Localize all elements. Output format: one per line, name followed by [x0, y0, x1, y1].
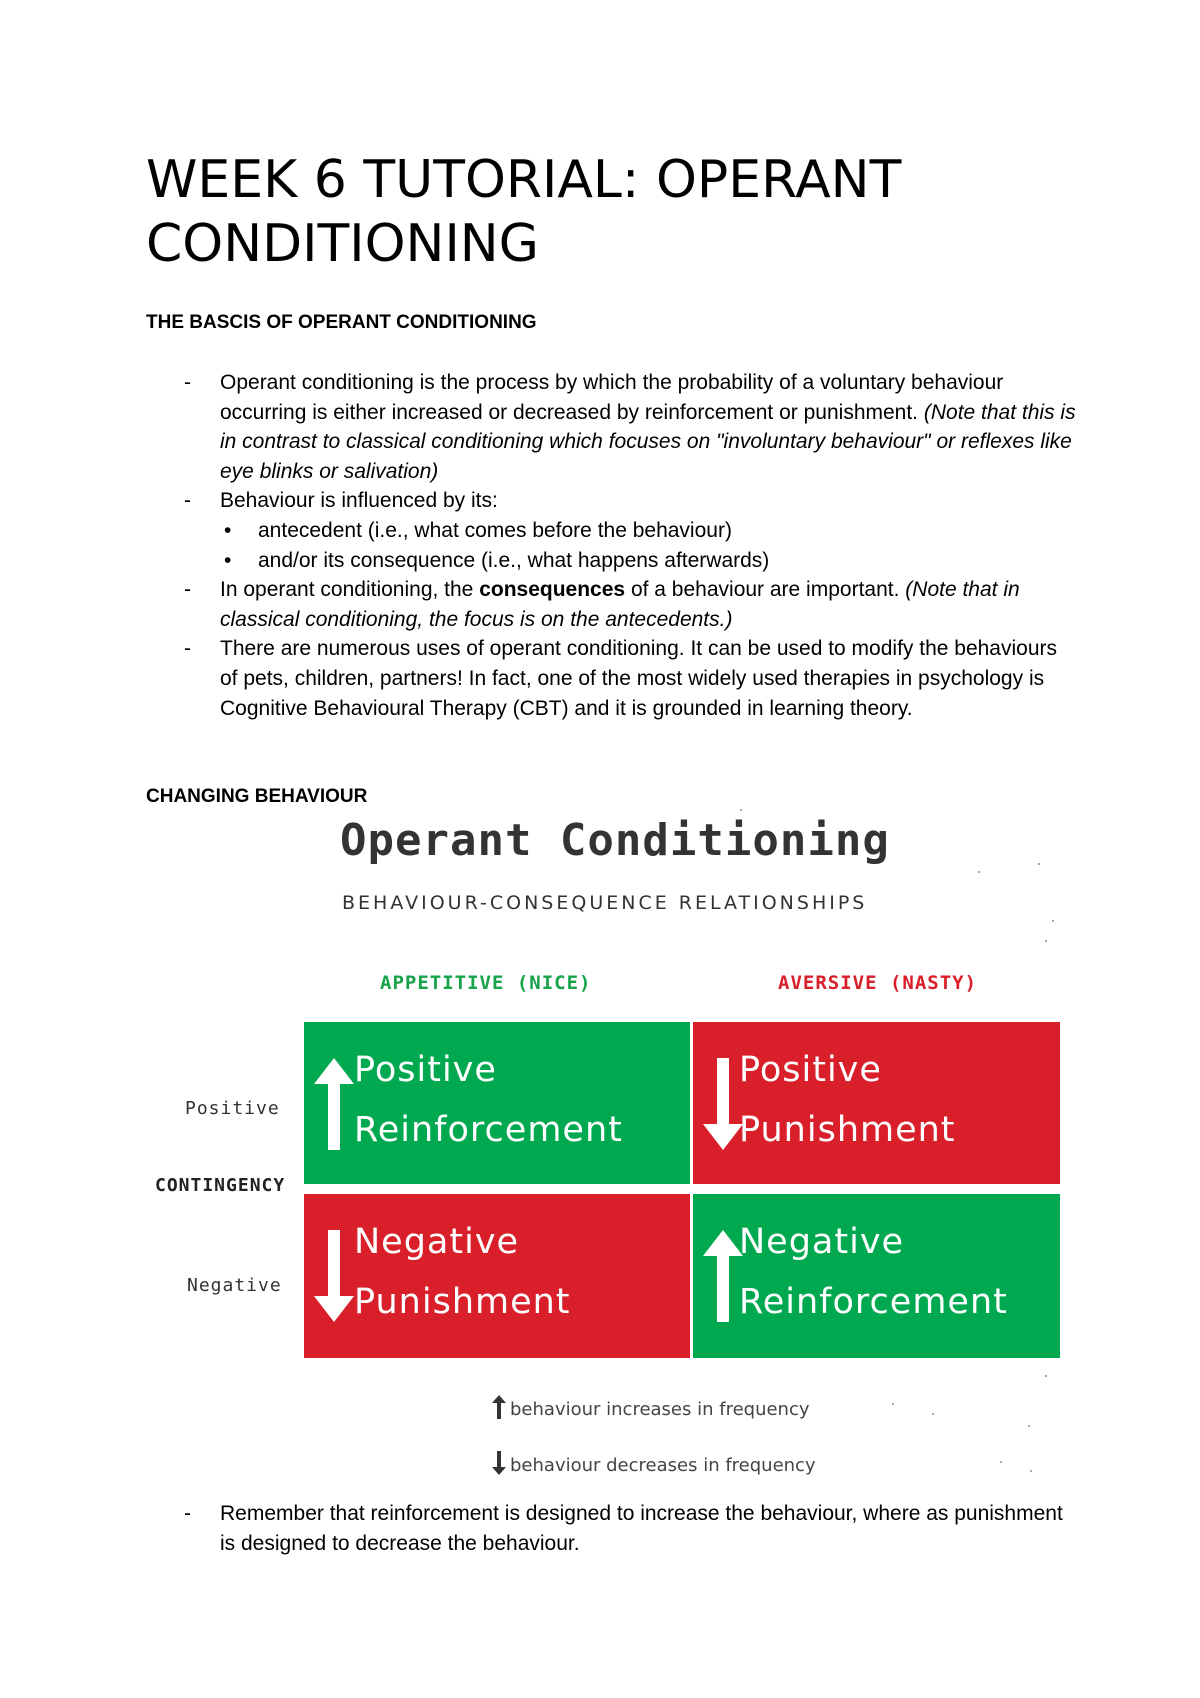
sub-list-item: • antecedent (i.e., what comes before the behaviour)	[220, 516, 1076, 546]
cell-label	[354, 1212, 571, 1332]
decorative-speck	[1052, 920, 1054, 922]
cell-label-line: Reinforcement	[354, 1110, 623, 1150]
sub-bullet-list	[220, 516, 1076, 575]
list-item	[146, 368, 1076, 486]
bullet-text: Operant conditioning is the process by which the probability of a voluntary behaviour occurring is either increased or decreased by reinforcement or punishment.	[220, 371, 1004, 424]
decorative-speck	[1030, 1470, 1032, 1472]
cell-label-line: Punishment	[354, 1282, 571, 1322]
decorative-speck	[1045, 940, 1047, 942]
operant-conditioning-diagram	[140, 815, 1080, 1480]
cell-negative-punishment	[304, 1194, 690, 1358]
column-header-appetitive: APPETITIVE (NICE)	[380, 972, 592, 994]
decorative-speck	[1038, 863, 1040, 865]
list-item	[146, 634, 1076, 723]
cell-label-line: Positive	[354, 1050, 497, 1090]
cell-label-line: Negative	[739, 1222, 905, 1262]
cell-label	[354, 1040, 623, 1160]
list-item	[146, 1499, 1076, 1558]
cell-label	[739, 1212, 1008, 1332]
bullet-text: Remember that reinforcement is designed to increase the behaviour, where as punishment is designed to decrease the behaviour.	[220, 1502, 1063, 1555]
arrow-up-icon	[492, 1395, 506, 1419]
decorative-speck	[1000, 1461, 1002, 1463]
decorative-speck	[932, 1413, 934, 1415]
list-item	[146, 486, 1076, 575]
column-header-aversive: AVERSIVE (NASTY)	[778, 972, 978, 994]
legend-text: behaviour increases in frequency	[510, 1399, 810, 1420]
sub-list-item: • and/or its consequence (i.e., what happens afterwards)	[220, 546, 1076, 576]
basics-bullet-list	[146, 368, 1076, 723]
cell-label-line: Punishment	[739, 1110, 956, 1150]
decorative-speck	[892, 1403, 894, 1405]
emphasis-text: consequences	[479, 578, 626, 602]
decorative-speck	[1028, 1425, 1030, 1427]
arrow-up-icon	[703, 1230, 743, 1322]
cell-label	[739, 1040, 956, 1160]
list-item	[146, 575, 1076, 634]
changing-behaviour-bullet-list	[146, 1499, 1076, 1558]
arrow-down-icon	[703, 1058, 743, 1150]
diagram-title: Operant Conditioning	[340, 815, 890, 866]
decorative-speck	[1045, 1375, 1047, 1377]
legend-increase	[492, 1395, 810, 1420]
cell-label-line: Reinforcement	[739, 1282, 1008, 1322]
decorative-speck	[740, 809, 742, 811]
cell-label-line: Negative	[354, 1222, 520, 1262]
arrow-up-icon	[314, 1058, 354, 1150]
cell-positive-reinforcement	[304, 1022, 690, 1184]
decorative-speck	[978, 871, 980, 873]
bullet-note: (Note that in classical conditioning, the focus is on the antecedents.)	[220, 578, 1020, 631]
legend-text: behaviour decreases in frequency	[510, 1455, 816, 1476]
legend-decrease	[492, 1451, 816, 1476]
cell-positive-punishment	[693, 1022, 1060, 1184]
section-heading-basics: THE BASCIS OF OPERANT CONDITIONING	[146, 312, 537, 333]
section-heading-changing-behaviour: CHANGING BEHAVIOUR	[146, 786, 368, 807]
bullet-text: Behaviour is influenced by its:	[220, 489, 498, 513]
cell-negative-reinforcement	[693, 1194, 1060, 1358]
row-label-negative: Negative	[187, 1275, 282, 1296]
arrow-down-icon	[314, 1230, 354, 1322]
document-title: WEEK 6 TUTORIAL: OPERANT CONDITIONING	[146, 150, 902, 274]
bullet-note: (Note that this is in contrast to classical conditioning which focuses on "involuntary behaviour" or reflexes like eye blinks or salivation)	[220, 400, 1076, 483]
bullet-text: In operant conditioning, the	[220, 578, 480, 602]
cell-label-line: Positive	[739, 1050, 882, 1090]
arrow-down-icon	[492, 1451, 506, 1475]
row-label-positive: Positive	[185, 1098, 280, 1119]
bullet-text: There are numerous uses of operant conditioning. It can be used to modify the behaviours of pets, children, partners! In fact, one of the most widely used therapies in psychology is Cognitive Behavioural Therapy (CBT) and it is grounded in learning theory.	[220, 637, 1058, 720]
diagram-subtitle: BEHAVIOUR-CONSEQUENCE RELATIONSHIPS	[342, 892, 868, 914]
bullet-text: of a behaviour are important.	[625, 578, 900, 602]
row-label-contingency: CONTINGENCY	[155, 1175, 286, 1196]
